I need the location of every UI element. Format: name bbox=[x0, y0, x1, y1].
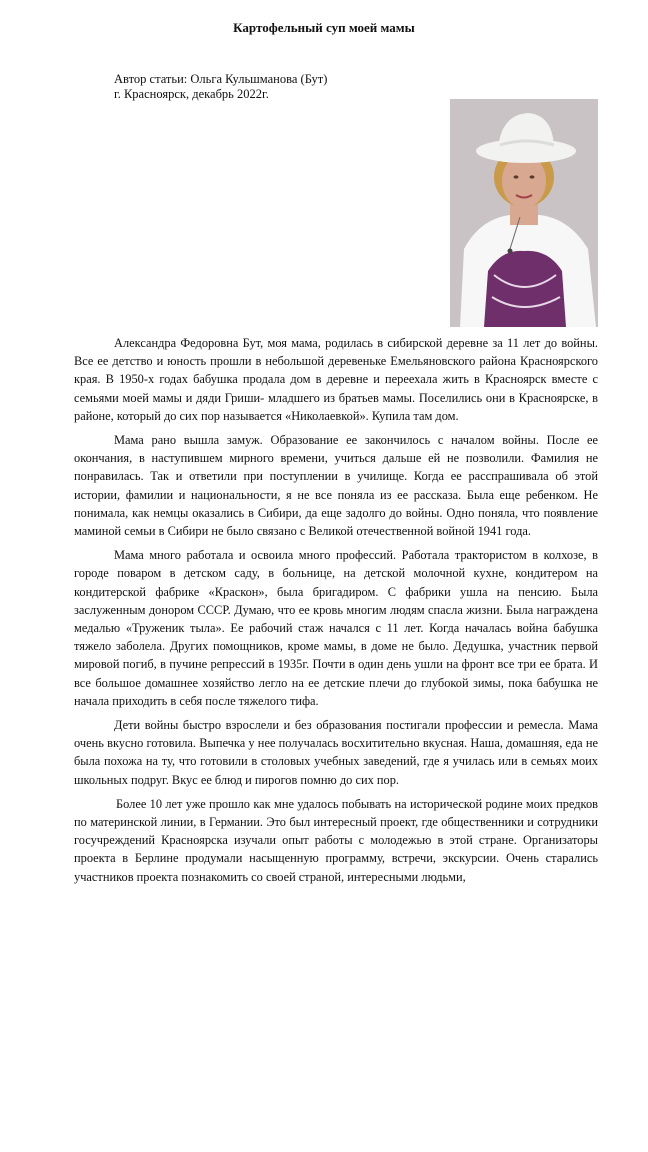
paragraph-1: Александра Федоровна Бут, моя мама, родилась в сибирской деревне за 11 лет до войны. Все ее детство и юность прошли в небольшой деревеньке Емельяновского района Красноярского края. В 1950-х годах бабушка продала дом в деревне и переехала жить в Красноярск вместе с семьями моей мамы и дяди Гриши- младшего из братьев мамы. Поселились они в Красноярске, в районе, который до сих пор называется «Николаевкой». Купила там дом. bbox=[74, 336, 598, 423]
paragraph-4: Дети войны быстро взрослели и без образования постигали профессии и ремесла. Мама очень вкусно готовила. Выпечка у нее получалась восхитительно вкусная. Наша, домашняя, еда не была похожа на ту, что готовили в столовых учебных заведений, где я училась или в семьях моих школьных подруг. Вкус ее блюд и пирогов помню до сих пор. bbox=[74, 718, 598, 787]
paragraph-2: Мама рано вышла замуж. Образование ее закончилось с началом войны. После ее окончания, в наступившем мирного времени, учиться дальше ей не позволили. Фамилия не понравилась. Так и ответили при поступлении в училище. Когда ее расспрашивала об этой истории, фамилии и национальности, я не все поняла из ее рассказа. Была еще ребенком. Не понимала, как немцы оказались в Сибири, да еще задолго до войны. Одно поняла, что появление маминой семьи в Сибири не было связано с Великой отечественной войной 1941 года. bbox=[74, 433, 598, 539]
article-body bbox=[74, 334, 598, 892]
portrait-illustration bbox=[450, 99, 598, 327]
paragraph-3: Мама много работала и освоила много профессий. Работала трактористом в колхозе, в городе поваром в детском саду, в больнице, на детской молочной кухне, кондитером на кондитерской фабрике «Краскон», была бригадиром. С фабрики ушла на пенсию. Была заслуженным донором СССР. Думаю, что ее кровь многим людям спасла жизни. Была награждена медалью «Труженик тыла». Ее рабочий стаж начался с 11 лет. Когда началась война бабушка тяжело заболела. Других помощников, кроме мамы, в доме не было. Дедушка, участник первой мировой погиб, в пучине репрессий в 1935г. Почти в один день ушли на фронт все три ее брата. И все большое домашнее хозяйство легло на ее детские плечи до глубокой зимы, пока бабушка не начала приходить в себя после тяжелого тифа. bbox=[74, 548, 598, 708]
article-title: Картофельный суп моей мамы bbox=[233, 20, 415, 35]
paragraph-5: Более 10 лет уже прошло как мне удалось побывать на исторической родине моих предков по материнской линии, в Германии. Это был интересный проект, где общественники и сотрудники госучреждений Красноярска изучали опыт работы с молодежью в этой стране. Организаторы проекта в Берлине продумали насыщенную программу, встречи, экскурсии. Очень старались участников проекта познакомить со своей страной, интересными людьми, bbox=[74, 796, 598, 884]
author-block bbox=[114, 72, 327, 102]
place-date: г. Красноярск, декабрь 2022г. bbox=[114, 87, 269, 101]
author-line: Автор статьи: Ольга Кульшманова (Бут) bbox=[114, 72, 328, 86]
author-portrait-photo bbox=[450, 99, 598, 327]
